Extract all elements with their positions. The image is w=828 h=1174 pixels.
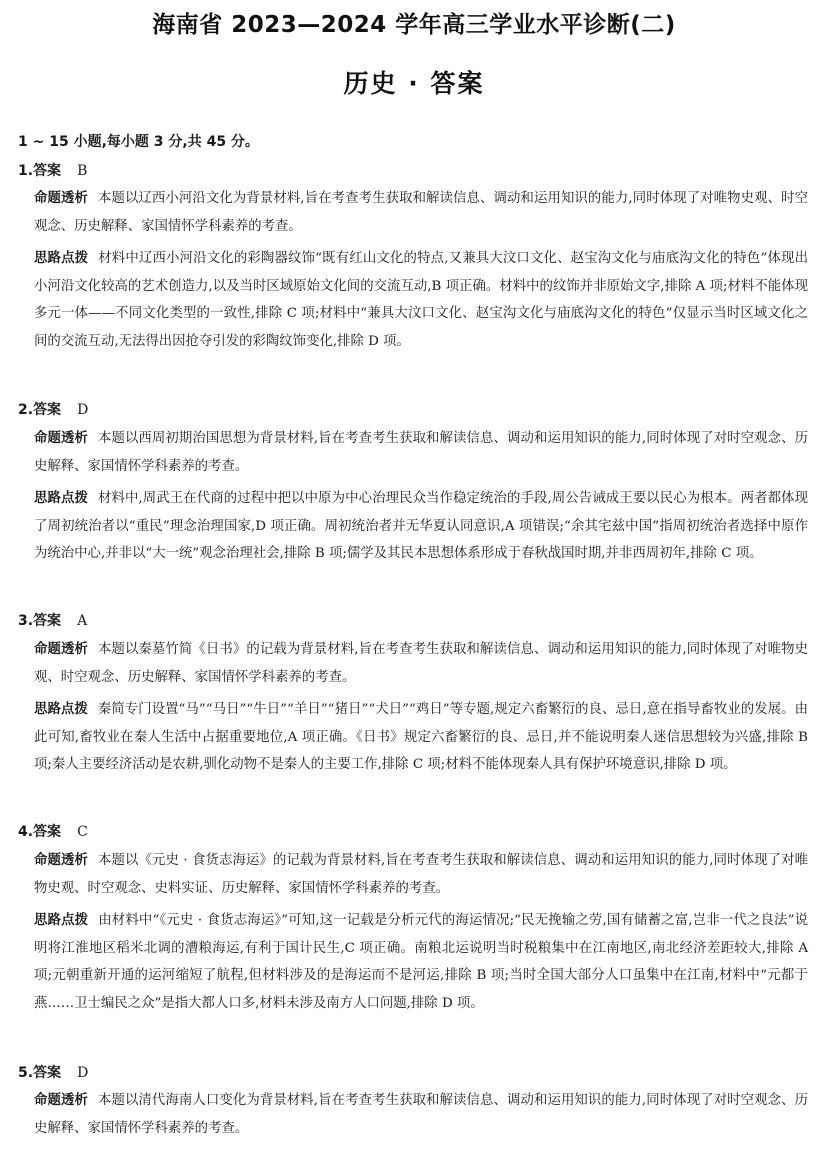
analysis-label: 命题透析 xyxy=(34,431,88,446)
document-title: 海南省 2023—2024 学年高三学业水平诊断(二) xyxy=(152,12,676,38)
question-2-analysis xyxy=(34,425,808,480)
hint-label: 思路点拨 xyxy=(34,251,89,266)
answer-value: C xyxy=(77,824,88,840)
answer-label: 答案 xyxy=(33,613,62,629)
question-3-header xyxy=(18,610,87,630)
question-2-hint xyxy=(34,485,808,568)
hint-text: 由材料中“《元史 · 食货志海运》”可知,这一记载是分析元代的海运情况;“民无挽输之劳,国有储蓄之富,岂非一代之良法”说明将江淮地区稻米北调的漕粮海运,有利于国计民生,C 项正确。南粮北运说明当时税粮集中在江南地区,南北经济差距较大,排除 A 项;元朝重新开通的运河缩短了航程,但材料涉及的是海运而不是河运,排除 B 项;当时全国大部分人口虽集中在江南,材料中“元都于燕……卫士编民之众”是指大都人口多,材料未涉及南方人口问题,排除 D 项。 xyxy=(34,913,809,1011)
hint-text: 材料中辽西小河沿文化的彩陶器纹饰“既有红山文化的特点,又兼具大汶口文化、赵宝沟文化与庙底沟文化的特色”体现出小河沿文化较高的艺术创造力,以及当时区域原始文化间的交流互动,B 项正确。材料中的纹饰并非原始文字,排除 A 项;材料不能体现多元一体——不同文化类型的一致性,排除 C 项;材料中“兼具大汶口文化、赵宝沟文化与庙底沟文化的特色”仅显示当时区域文化之间的交流互动,无法得出因抢夺引发的彩陶纹饰变化,排除 D 项。 xyxy=(34,251,808,349)
hint-label: 思路点拨 xyxy=(34,491,88,506)
question-1-analysis xyxy=(34,185,808,240)
analysis-label: 命题透析 xyxy=(34,191,88,206)
analysis-label: 命题透析 xyxy=(34,1093,88,1108)
analysis-label: 命题透析 xyxy=(34,853,88,868)
answer-label: 答案 xyxy=(33,163,62,179)
question-3-hint xyxy=(34,696,808,779)
analysis-text: 本题以《元史 · 食货志海运》的记载为背景材料,旨在考查考生获取和解读信息、调动和运用知识的能力,同时体现了对唯物史观、时空观念、史料实证、历史解释、家国情怀学科素养的考查。 xyxy=(34,853,809,896)
question-4-analysis xyxy=(34,847,808,902)
scoring-note: 1 ~ 15 小题,每小题 3 分,共 45 分。 xyxy=(18,134,259,150)
analysis-text: 本题以秦墓竹简《日书》的记载为背景材料,旨在考查考生获取和解读信息、调动和运用知识的能力,同时体现了对唯物史观、时空观念、历史解释、家国情怀学科素养的考查。 xyxy=(34,642,809,685)
answer-label: 答案 xyxy=(33,402,62,418)
answer-label: 答案 xyxy=(33,1065,62,1081)
question-4-header xyxy=(18,821,88,841)
question-4-hint xyxy=(34,907,808,1017)
question-number: 2. xyxy=(18,402,34,418)
question-5-analysis xyxy=(34,1087,808,1142)
question-number: 3. xyxy=(18,613,34,629)
document-subtitle: 历史 · 答案 xyxy=(343,69,485,98)
question-number: 4. xyxy=(18,824,34,840)
answer-label: 答案 xyxy=(33,824,62,840)
answer-value: B xyxy=(77,163,88,179)
analysis-text: 本题以西周初期治国思想为背景材料,旨在考查考生获取和解读信息、调动和运用知识的能力,同时体现了对时空观念、历史解释、家国情怀学科素养的考查。 xyxy=(34,431,809,474)
question-1-hint xyxy=(34,245,808,355)
question-3-analysis xyxy=(34,636,808,691)
hint-label: 思路点拨 xyxy=(34,702,88,717)
question-number: 1. xyxy=(18,163,34,179)
answer-value: D xyxy=(77,402,89,418)
question-1-header xyxy=(18,160,87,180)
hint-text: 材料中,周武王在代商的过程中把以中原为中心治理民众当作稳定统治的手段,周公告诫成王要以民心为根本。两者都体现了周初统治者以“重民”理念治理国家,D 项正确。周初统治者并无华夏认同意识,A 项错误;“余其宅兹中国”指周初统治者选择中原作为统治中心,并非以“大一统”观念治理社会,排除 B 项;儒学及其民本思想体系形成于春秋战国时期,并非西周初年,排除 C 项。 xyxy=(34,491,809,561)
answer-value: A xyxy=(77,613,88,629)
hint-text: 秦简专门设置“马”“马日”“牛日”“羊日”“猪日”“犬日”“鸡日”等专题,规定六畜繁衍的良、忌日,意在指导畜牧业的发展。由此可知,畜牧业在秦人生活中占据重要地位,A 项正确。《日书》规定六畜繁衍的良、忌日,并不能说明秦人迷信思想较为兴盛,排除 B 项;秦人主要经济活动是农耕,驯化动物不是秦人的主要工作,排除 C 项;材料不能体现秦人具有保护环境意识,排除 D 项。 xyxy=(34,702,808,772)
question-number: 5. xyxy=(18,1065,34,1081)
analysis-text: 本题以清代海南人口变化为背景材料,旨在考查考生获取和解读信息、调动和运用知识的能力,同时体现了对时空观念、历史解释、家国情怀学科素养的考查。 xyxy=(34,1093,809,1136)
analysis-label: 命题透析 xyxy=(34,642,88,657)
answer-value: D xyxy=(77,1065,89,1081)
question-5-header xyxy=(18,1062,88,1082)
analysis-text: 本题以辽西小河沿文化为背景材料,旨在考查考生获取和解读信息、调动和运用知识的能力,同时体现了对唯物史观、时空观念、历史解释、家国情怀学科素养的考查。 xyxy=(34,191,809,234)
question-2-header xyxy=(18,399,88,419)
hint-label: 思路点拨 xyxy=(34,913,89,928)
